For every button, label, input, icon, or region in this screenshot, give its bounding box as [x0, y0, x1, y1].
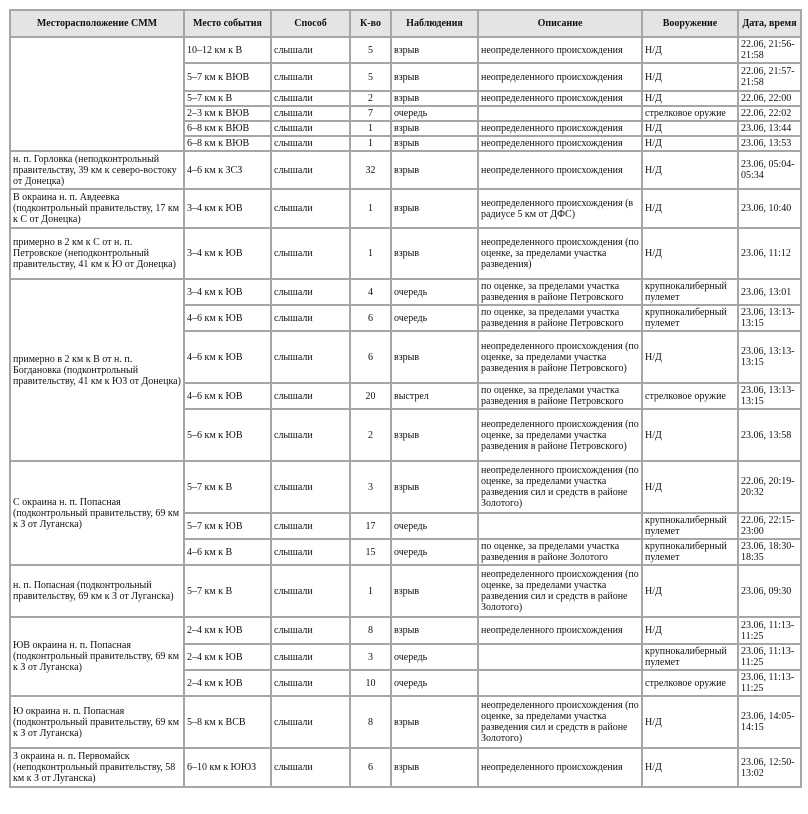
description-cell: неопределенного происхождения — [478, 121, 642, 136]
method-cell: слышали — [271, 37, 350, 63]
method-cell: слышали — [271, 279, 350, 305]
method-cell: слышали — [271, 63, 350, 91]
weapon-cell: Н/Д — [642, 331, 738, 383]
event-place-cell: 4–6 км к В — [184, 539, 271, 565]
table-row — [10, 228, 801, 279]
count-cell: 6 — [350, 748, 391, 787]
count-cell: 6 — [350, 305, 391, 331]
header-row — [10, 10, 801, 37]
weapon-cell: Н/Д — [642, 228, 738, 279]
header-description: Описание — [478, 10, 642, 37]
method-cell: слышали — [271, 748, 350, 787]
observation-cell: очередь — [391, 106, 478, 121]
datetime-cell: 23.06, 11:13-11:25 — [738, 670, 801, 696]
datetime-cell: 23.06, 13:13-13:15 — [738, 305, 801, 331]
method-cell: слышали — [271, 331, 350, 383]
method-cell: слышали — [271, 670, 350, 696]
event-place-cell: 4–6 км к ЮВ — [184, 331, 271, 383]
event-place-cell: 2–4 км к ЮВ — [184, 670, 271, 696]
observation-cell: взрыв — [391, 151, 478, 189]
observation-cell: очередь — [391, 670, 478, 696]
count-cell: 5 — [350, 63, 391, 91]
count-cell: 15 — [350, 539, 391, 565]
datetime-cell: 22.06, 22:15-23:00 — [738, 513, 801, 539]
description-cell: неопределенного происхождения — [478, 136, 642, 151]
weapon-cell: Н/Д — [642, 565, 738, 617]
event-place-cell: 3–4 км к ЮВ — [184, 279, 271, 305]
datetime-cell: 23.06, 12:50-13:02 — [738, 748, 801, 787]
event-place-cell: 5–7 км к В — [184, 91, 271, 106]
method-cell: слышали — [271, 136, 350, 151]
count-cell: 5 — [350, 37, 391, 63]
count-cell: 1 — [350, 136, 391, 151]
method-cell: слышали — [271, 644, 350, 670]
observation-cell: взрыв — [391, 91, 478, 106]
description-cell: неопределенного происхождения (по оценке, за пределами участка разведения в районе Петровского) — [478, 331, 642, 383]
location-cell: н. п. Горловка (неподконтрольный правительству, 39 км к северо-востоку от Донецка) — [10, 151, 184, 189]
weapon-cell: Н/Д — [642, 37, 738, 63]
count-cell: 6 — [350, 331, 391, 383]
event-place-cell: 5–7 км к ЮВ — [184, 513, 271, 539]
table-row — [10, 37, 801, 63]
description-cell — [478, 670, 642, 696]
datetime-cell: 23.06, 13:53 — [738, 136, 801, 151]
table-row — [10, 617, 801, 644]
observation-cell: взрыв — [391, 409, 478, 461]
method-cell: слышали — [271, 106, 350, 121]
description-cell: по оценке, за пределами участка разведения в районе Петровского — [478, 305, 642, 331]
datetime-cell: 22.06, 22:02 — [738, 106, 801, 121]
table-row — [10, 748, 801, 787]
count-cell: 7 — [350, 106, 391, 121]
weapon-cell: стрелковое оружие — [642, 670, 738, 696]
observation-cell: очередь — [391, 513, 478, 539]
description-cell: неопределенного происхождения (в радиусе 5 км от ДФС) — [478, 189, 642, 228]
weapon-cell: стрелковое оружие — [642, 106, 738, 121]
observation-cell: взрыв — [391, 565, 478, 617]
method-cell: слышали — [271, 383, 350, 409]
datetime-cell: 23.06, 14:05-14:15 — [738, 696, 801, 748]
observation-cell: очередь — [391, 644, 478, 670]
event-place-cell: 5–6 км к ЮВ — [184, 409, 271, 461]
method-cell: слышали — [271, 539, 350, 565]
observation-cell: очередь — [391, 539, 478, 565]
weapon-cell: Н/Д — [642, 189, 738, 228]
observation-cell: выстрел — [391, 383, 478, 409]
weapon-cell: крупнокалиберный пулемет — [642, 644, 738, 670]
count-cell: 8 — [350, 617, 391, 644]
table-row — [10, 189, 801, 228]
header-place: Место события — [184, 10, 271, 37]
event-place-cell: 2–4 км к ЮВ — [184, 617, 271, 644]
weapon-cell: стрелковое оружие — [642, 383, 738, 409]
datetime-cell: 23.06, 13:13-13:15 — [738, 383, 801, 409]
observation-cell: взрыв — [391, 63, 478, 91]
observation-cell: взрыв — [391, 189, 478, 228]
observation-cell: взрыв — [391, 748, 478, 787]
location-cell: С окраина н. п. Попасная (подконтрольный правительству, 69 км к З от Луганска) — [10, 461, 184, 565]
method-cell: слышали — [271, 151, 350, 189]
weapon-cell: Н/Д — [642, 63, 738, 91]
description-cell: неопределенного происхождения (по оценке, за пределами участка разведения в районе Петровского) — [478, 409, 642, 461]
datetime-cell: 23.06, 13:58 — [738, 409, 801, 461]
table-body — [10, 37, 801, 787]
report-table-container — [9, 9, 802, 788]
datetime-cell: 23.06, 05:04-05:34 — [738, 151, 801, 189]
method-cell: слышали — [271, 228, 350, 279]
count-cell: 17 — [350, 513, 391, 539]
observation-cell: взрыв — [391, 461, 478, 513]
weapon-cell: крупнокалиберный пулемет — [642, 305, 738, 331]
observation-cell: очередь — [391, 279, 478, 305]
method-cell: слышали — [271, 513, 350, 539]
event-place-cell: 4–6 км к ЮВ — [184, 383, 271, 409]
count-cell: 2 — [350, 409, 391, 461]
observation-cell: взрыв — [391, 696, 478, 748]
header-weapon: Вооружение — [642, 10, 738, 37]
table-row — [10, 461, 801, 513]
method-cell: слышали — [271, 305, 350, 331]
datetime-cell: 23.06, 11:13-11:25 — [738, 644, 801, 670]
description-cell: неопределенного происхождения — [478, 151, 642, 189]
location-cell: Ю окраина н. п. Попасная (подконтрольный правительству, 69 км к З от Луганска) — [10, 696, 184, 748]
description-cell: неопределенного происхождения — [478, 91, 642, 106]
event-place-cell: 5–7 км к В — [184, 461, 271, 513]
description-cell — [478, 644, 642, 670]
datetime-cell: 23.06, 13:13-13:15 — [738, 331, 801, 383]
method-cell: слышали — [271, 461, 350, 513]
header-method: Способ — [271, 10, 350, 37]
count-cell: 2 — [350, 91, 391, 106]
datetime-cell: 23.06, 18:30-18:35 — [738, 539, 801, 565]
description-cell: неопределенного происхождения — [478, 63, 642, 91]
location-cell: примерно в 2 км к В от н. п. Богдановка (подконтрольный правительству, 41 км к ЮЗ от Донецка) — [10, 279, 184, 461]
method-cell: слышали — [271, 409, 350, 461]
count-cell: 1 — [350, 228, 391, 279]
count-cell: 3 — [350, 461, 391, 513]
location-cell: ЮВ окраина н. п. Попасная (подконтрольный правительству, 69 км к З от Луганска) — [10, 617, 184, 696]
datetime-cell: 23.06, 10:40 — [738, 189, 801, 228]
datetime-cell: 23.06, 13:44 — [738, 121, 801, 136]
table-row — [10, 279, 801, 305]
header-location: Месторасположение СММ — [10, 10, 184, 37]
description-cell — [478, 513, 642, 539]
table-row — [10, 565, 801, 617]
event-place-cell: 3–4 км к ЮВ — [184, 228, 271, 279]
datetime-cell: 22.06, 21:57-21:58 — [738, 63, 801, 91]
table-row — [10, 696, 801, 748]
observation-cell: очередь — [391, 305, 478, 331]
observation-cell: взрыв — [391, 37, 478, 63]
count-cell: 1 — [350, 565, 391, 617]
datetime-cell: 22.06, 21:56-21:58 — [738, 37, 801, 63]
event-place-cell: 4–6 км к ЮВ — [184, 305, 271, 331]
datetime-cell: 22.06, 20:19-20:32 — [738, 461, 801, 513]
header-count: К-во — [350, 10, 391, 37]
event-place-cell: 5–8 км к ВСВ — [184, 696, 271, 748]
observation-cell: взрыв — [391, 228, 478, 279]
event-place-cell: 5–7 км к ВЮВ — [184, 63, 271, 91]
description-cell — [478, 106, 642, 121]
table-row — [10, 151, 801, 189]
weapon-cell: Н/Д — [642, 151, 738, 189]
description-cell: неопределенного происхождения (по оценке, за пределами участка разведения сил и средств в районе Золотого) — [478, 461, 642, 513]
header-datetime: Дата, время — [738, 10, 801, 37]
weapon-cell: крупнокалиберный пулемет — [642, 513, 738, 539]
count-cell: 32 — [350, 151, 391, 189]
weapon-cell: крупнокалиберный пулемет — [642, 539, 738, 565]
description-cell: неопределенного происхождения (по оценке, за пределами участка разведения сил и средств в районе Золотого) — [478, 565, 642, 617]
event-place-cell: 6–8 км к ВЮВ — [184, 121, 271, 136]
observation-cell: взрыв — [391, 121, 478, 136]
event-place-cell: 4–6 км к ЗСЗ — [184, 151, 271, 189]
event-place-cell: 6–10 км к ЮЮЗ — [184, 748, 271, 787]
event-place-cell: 2–3 км к ВЮВ — [184, 106, 271, 121]
location-cell: З окраина н. п. Первомайск (неподконтрольный правительству, 58 км к З от Луганска) — [10, 748, 184, 787]
description-cell: неопределенного происхождения — [478, 617, 642, 644]
weapon-cell: Н/Д — [642, 136, 738, 151]
method-cell: слышали — [271, 617, 350, 644]
location-cell: н. п. Попасная (подконтрольный правительству, 69 км к З от Луганска) — [10, 565, 184, 617]
description-cell: неопределенного происхождения (по оценке, за пределами участка разведения сил и средств в районе Золотого) — [478, 696, 642, 748]
event-place-cell: 10–12 км к В — [184, 37, 271, 63]
method-cell: слышали — [271, 189, 350, 228]
shelling-report-table — [9, 9, 802, 788]
location-cell: В окраина н. п. Авдеевка (подконтрольный правительству, 17 км к С от Донецка) — [10, 189, 184, 228]
event-place-cell: 6–8 км к ВЮВ — [184, 136, 271, 151]
method-cell: слышали — [271, 91, 350, 106]
description-cell: неопределенного происхождения (по оценке, за пределами участка разведения) — [478, 228, 642, 279]
count-cell: 4 — [350, 279, 391, 305]
weapon-cell: Н/Д — [642, 748, 738, 787]
weapon-cell: Н/Д — [642, 696, 738, 748]
datetime-cell: 23.06, 11:12 — [738, 228, 801, 279]
description-cell: неопределенного происхождения — [478, 37, 642, 63]
datetime-cell: 22.06, 22:00 — [738, 91, 801, 106]
count-cell: 20 — [350, 383, 391, 409]
count-cell: 10 — [350, 670, 391, 696]
observation-cell: взрыв — [391, 331, 478, 383]
datetime-cell: 23.06, 09:30 — [738, 565, 801, 617]
observation-cell: взрыв — [391, 136, 478, 151]
description-cell: по оценке, за пределами участка разведения в районе Золотого — [478, 539, 642, 565]
count-cell: 1 — [350, 121, 391, 136]
weapon-cell: крупнокалиберный пулемет — [642, 279, 738, 305]
weapon-cell: Н/Д — [642, 617, 738, 644]
count-cell: 1 — [350, 189, 391, 228]
description-cell: неопределенного происхождения — [478, 748, 642, 787]
event-place-cell: 5–7 км к В — [184, 565, 271, 617]
weapon-cell: Н/Д — [642, 461, 738, 513]
count-cell: 8 — [350, 696, 391, 748]
event-place-cell: 3–4 км к ЮВ — [184, 189, 271, 228]
observation-cell: взрыв — [391, 617, 478, 644]
datetime-cell: 23.06, 13:01 — [738, 279, 801, 305]
method-cell: слышали — [271, 696, 350, 748]
description-cell: по оценке, за пределами участка разведения в районе Петровского — [478, 383, 642, 409]
weapon-cell: Н/Д — [642, 121, 738, 136]
method-cell: слышали — [271, 565, 350, 617]
header-observation: Наблюдения — [391, 10, 478, 37]
method-cell: слышали — [271, 121, 350, 136]
datetime-cell: 23.06, 11:13-11:25 — [738, 617, 801, 644]
event-place-cell: 2–4 км к ЮВ — [184, 644, 271, 670]
weapon-cell: Н/Д — [642, 91, 738, 106]
location-cell: примерно в 2 км к С от н. п. Петровское (неподконтрольный правительству, 41 км к Ю от Донецка) — [10, 228, 184, 279]
location-cell — [10, 37, 184, 151]
count-cell: 3 — [350, 644, 391, 670]
weapon-cell: Н/Д — [642, 409, 738, 461]
description-cell: по оценке, за пределами участка разведения в районе Петровского — [478, 279, 642, 305]
